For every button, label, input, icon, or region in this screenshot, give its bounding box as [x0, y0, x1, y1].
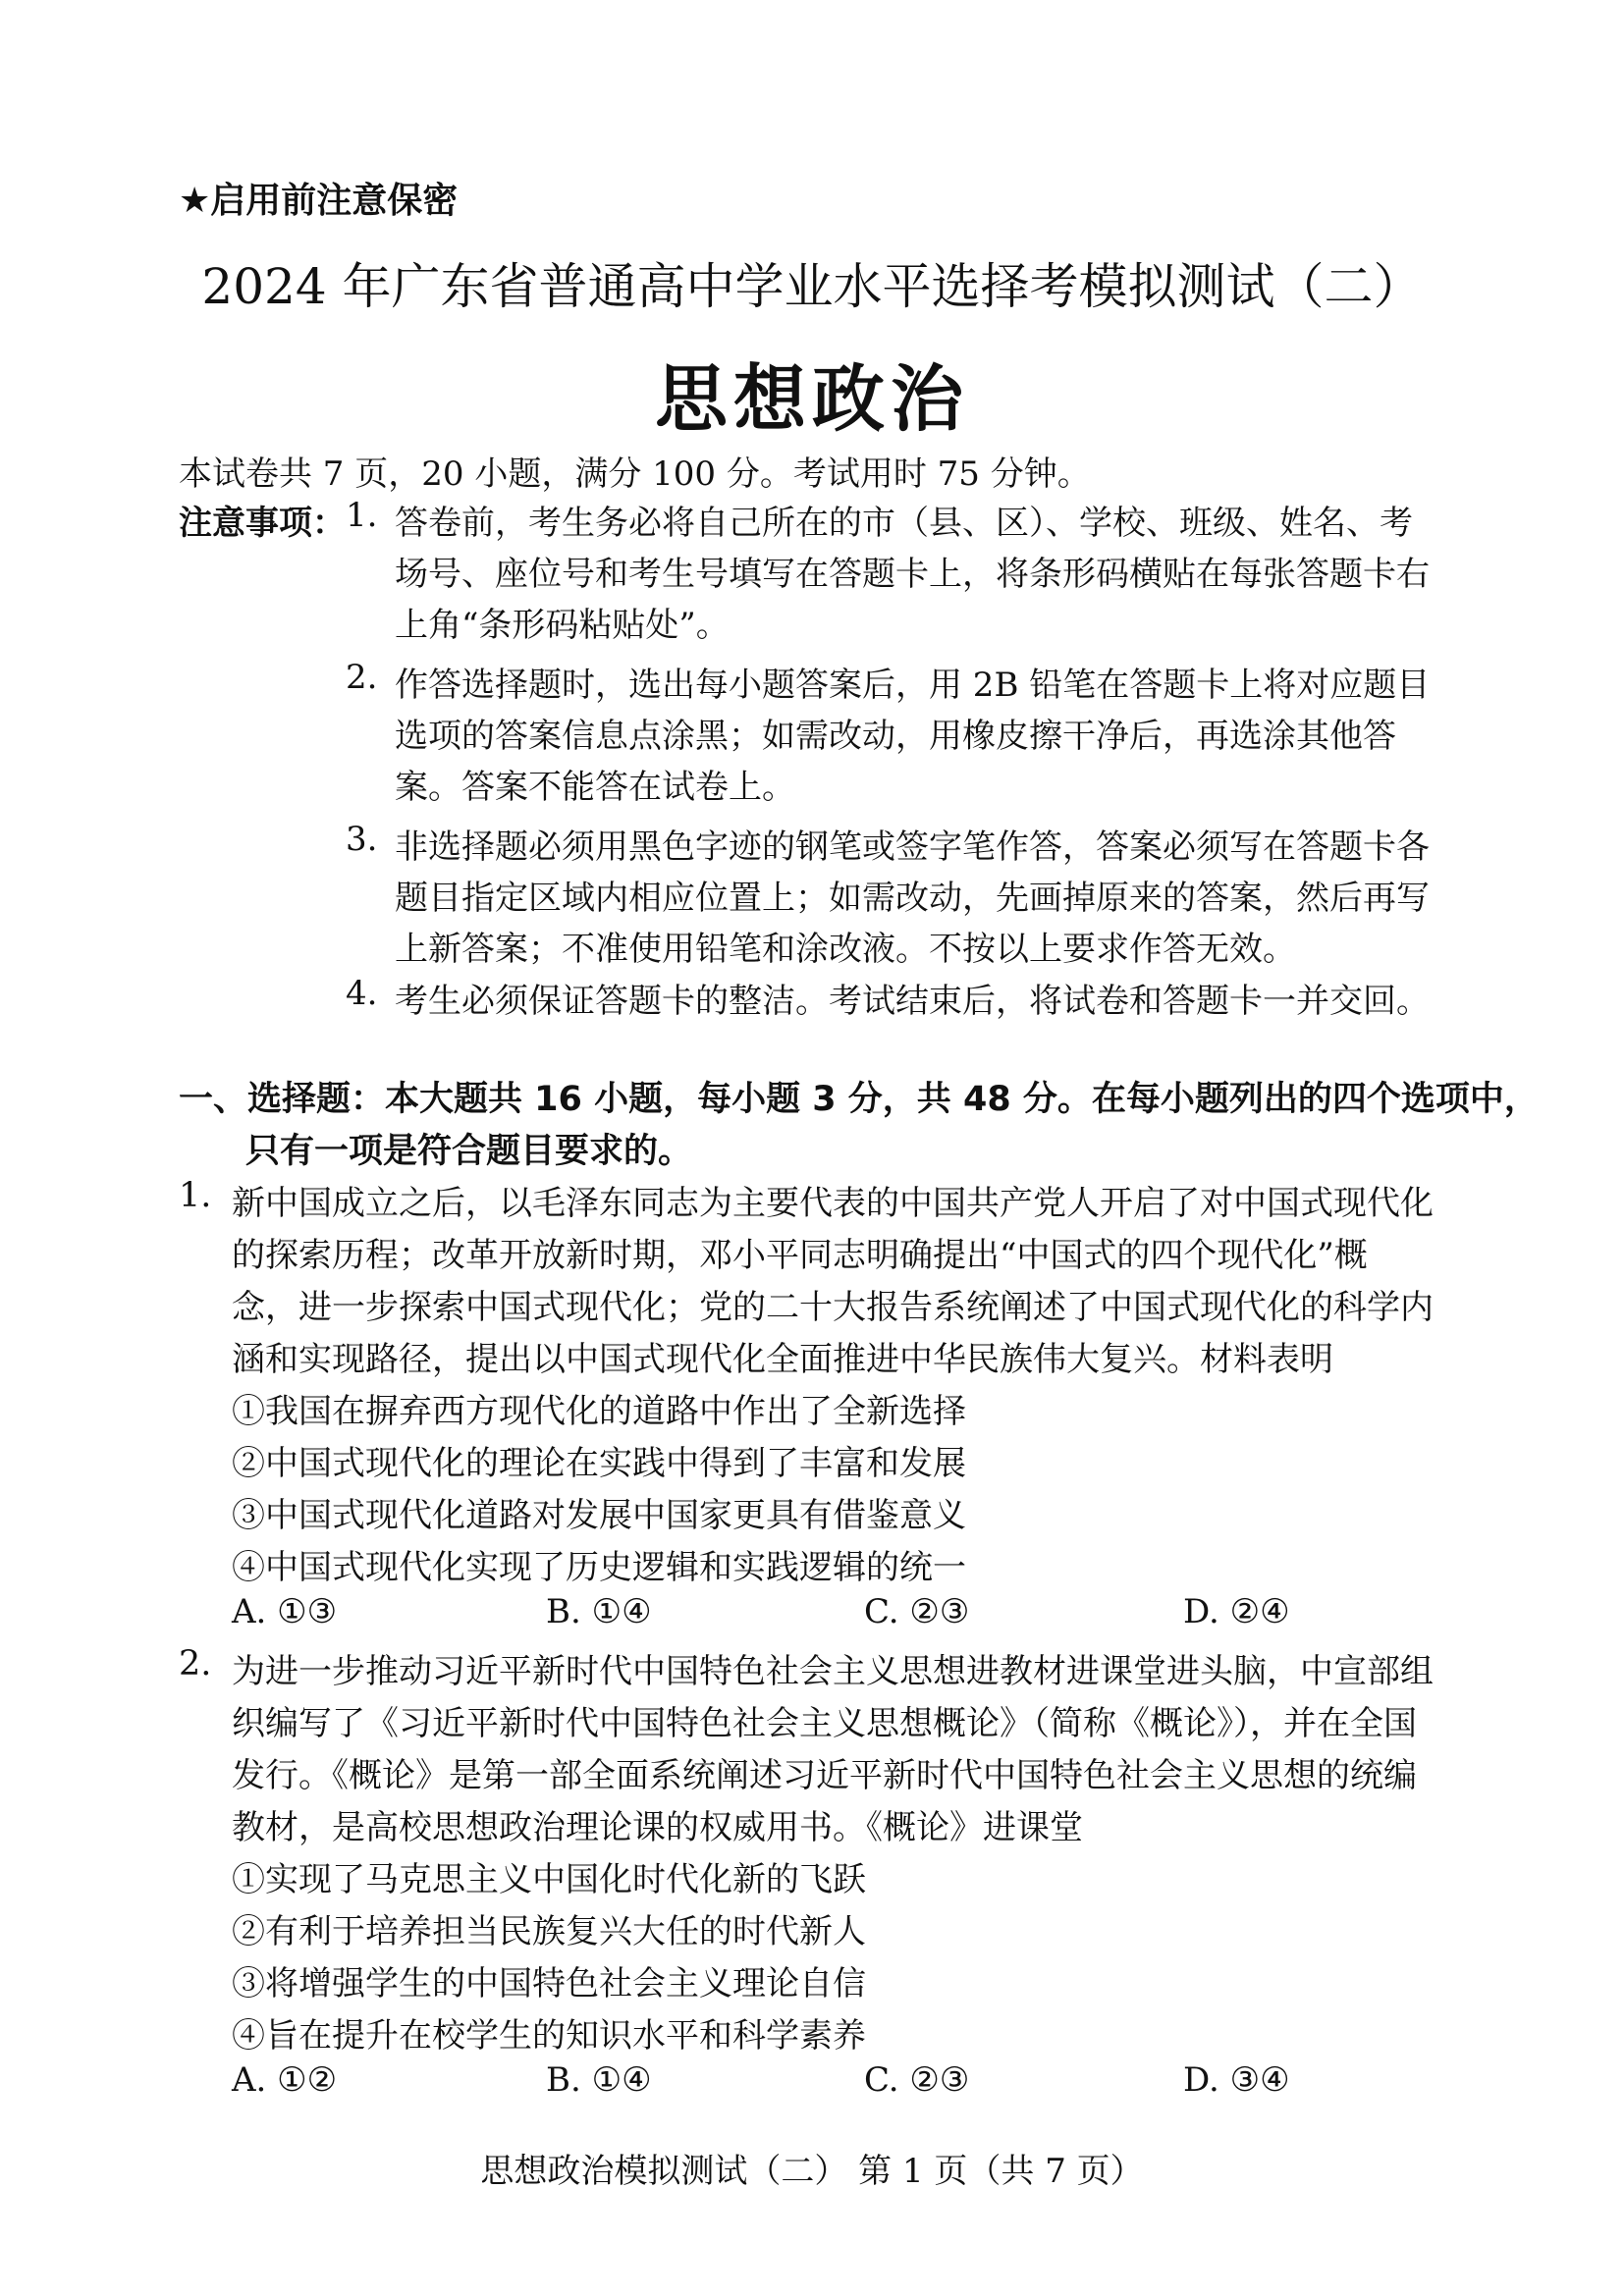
exam-intro: 本试卷共 7 页，20 小题，满分 100 分。考试用时 75 分钟。	[179, 454, 1091, 494]
notice-label: 注意事项：	[179, 504, 346, 543]
question-number: 1.	[179, 1176, 212, 1215]
question-stem-line: 教材，是高校思想政治理论课的权威用书。《概论》进课堂	[232, 1808, 1083, 1847]
answer-option-d: D. ③④	[1183, 2060, 1290, 2100]
notice-line: 考生必须保证答题卡的整洁。考试结束后，将试卷和答题卡一并交回。	[395, 982, 1430, 1021]
question-stem-line: 念，进一步探索中国式现代化；党的二十大报告系统阐述了中国式现代化的科学内	[232, 1288, 1434, 1327]
question-statement: ③中国式现代化道路对发展中国家更具有借鉴意义	[232, 1496, 966, 1535]
notice-line: 案。答案不能答在试卷上。	[395, 768, 795, 807]
page-footer: 思想政治模拟测试（二） 第 1 页（共 7 页）	[480, 2152, 1144, 2191]
question-number: 2.	[179, 1644, 212, 1683]
notice-line: 上角“条形码粘贴处”。	[395, 606, 730, 645]
question-statement: ①实现了马克思主义中国化时代化新的飞跃	[232, 1860, 866, 1899]
answer-option-a: A. ①③	[232, 1592, 338, 1631]
answer-option-c: C. ②③	[864, 2060, 970, 2100]
answer-option-c: C. ②③	[864, 1592, 970, 1631]
notice-line: 场号、座位号和考生号填写在答题卡上，将条形码横贴在每张答题卡右	[395, 555, 1430, 594]
notice-line: 选项的答案信息点涂黑；如需改动，用橡皮擦干净后，再选涂其他答	[395, 717, 1396, 756]
confidential-notice: ★启用前注意保密	[179, 181, 459, 221]
notice-item-number: 1.	[346, 496, 378, 535]
question-stem-line: 的探索历程；改革开放新时期，邓小平同志明确提出“中国式的四个现代化”概	[232, 1236, 1368, 1275]
question-stem-line: 织编写了《习近平新时代中国特色社会主义思想概论》（简称《概论》），并在全国	[232, 1704, 1417, 1743]
section-heading-continued: 只有一项是符合题目要求的。	[245, 1132, 693, 1171]
question-stem-line: 涵和实现路径，提出以中国式现代化全面推进中华民族伟大复兴。材料表明	[232, 1340, 1333, 1379]
question-statement: ③将增强学生的中国特色社会主义理论自信	[232, 1964, 866, 2003]
answer-option-a: A. ①②	[232, 2060, 338, 2100]
answer-option-d: D. ②④	[1183, 1592, 1290, 1631]
question-statement: ④中国式现代化实现了历史逻辑和实践逻辑的统一	[232, 1548, 966, 1587]
notice-line: 非选择题必须用黑色字迹的钢笔或签字笔作答，答案必须写在答题卡各	[395, 828, 1430, 867]
question-stem-line: 新中国成立之后，以毛泽东同志为主要代表的中国共产党人开启了对中国式现代化	[232, 1184, 1434, 1223]
question-stem-line: 为进一步推动习近平新时代中国特色社会主义思想进教材进课堂进头脑，中宣部组	[232, 1652, 1434, 1691]
question-statement: ①我国在摒弃西方现代化的道路中作出了全新选择	[232, 1392, 966, 1431]
notice-line: 题目指定区域内相应位置上；如需改动，先画掉原来的答案，然后再写	[395, 879, 1430, 918]
question-statement: ④旨在提升在校学生的知识水平和科学素养	[232, 2016, 866, 2056]
question-stem-line: 发行。《概论》是第一部全面系统阐述习近平新时代中国特色社会主义思想的统编	[232, 1756, 1417, 1795]
notice-line: 答卷前，考生务必将自己所在的市（县、区）、学校、班级、姓名、考	[395, 504, 1413, 543]
notice-line: 作答选择题时，选出每小题答案后，用 2B 铅笔在答题卡上将对应题目	[395, 666, 1431, 705]
answer-option-b: B. ①④	[546, 2060, 652, 2100]
notice-item-number: 4.	[346, 974, 378, 1013]
notice-item-number: 3.	[346, 820, 378, 859]
subject-title: 思想政治	[655, 357, 969, 442]
answer-option-b: B. ①④	[546, 1592, 652, 1631]
notice-item-number: 2.	[346, 658, 378, 697]
question-statement: ②中国式现代化的理论在实践中得到了丰富和发展	[232, 1444, 966, 1483]
section-heading: 一、选择题：本大题共 16 小题，每小题 3 分，共 48 分。在每小题列出的四个选项中，	[179, 1080, 1539, 1119]
question-statement: ②有利于培养担当民族复兴大任的时代新人	[232, 1912, 866, 1951]
exam-title: 2024 年广东省普通高中学业水平选择考模拟测试（二）	[201, 258, 1423, 315]
notice-line: 上新答案；不准使用铅笔和涂改液。不按以上要求作答无效。	[395, 930, 1296, 969]
